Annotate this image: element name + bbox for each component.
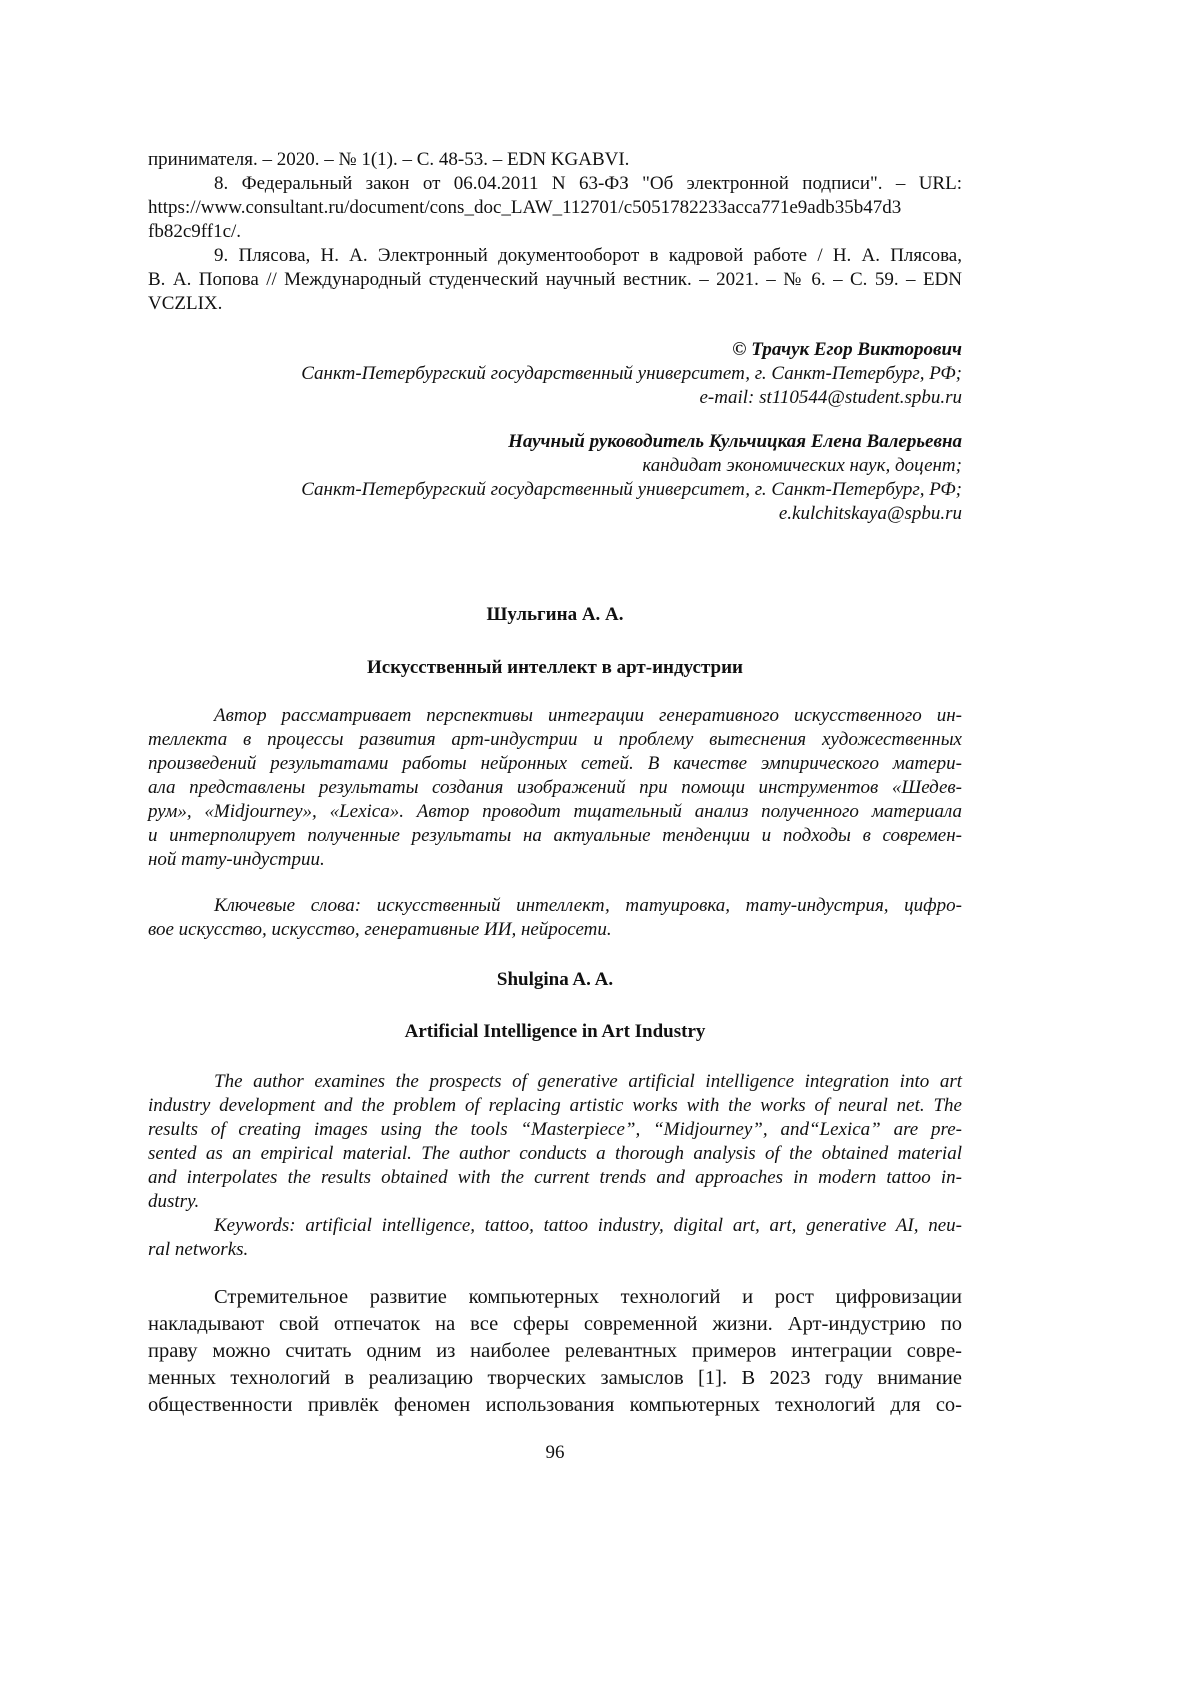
reference-line: fb82c9ff1c/. (148, 220, 962, 244)
ru-title: Искусственный интеллект в арт-индустрии (148, 656, 962, 680)
abstract-line: рум», «Midjourney», «Lexica». Автор проводит тщательный анализ полученного материала (148, 800, 962, 824)
ru-keywords (148, 894, 962, 942)
ru-title-heading (148, 656, 962, 680)
author-email[interactable]: e-mail: st110544@student.spbu.ru (148, 386, 962, 410)
en-title-heading (148, 1020, 962, 1044)
ru-abstract (148, 704, 962, 872)
body-line: накладывают свой отпечаток на все сферы современной жизни. Арт-индустрию по (148, 1311, 962, 1338)
page-number: 96 (148, 1441, 962, 1465)
abstract-line: и интерполирует полученные результаты на актуальные тенденции и подходы в современ- (148, 824, 962, 848)
supervisor-name: Научный руководитель Кульчицкая Елена Валерьевна (148, 430, 962, 454)
keywords-line: ral networks. (148, 1238, 962, 1262)
keywords-line: Ключевые слова: искусственный интеллект, татуировка, тату-индустрия, цифро- (148, 894, 962, 918)
ru-author-heading (148, 603, 962, 627)
abstract-line: ала представлены результаты создания изображений при помощи инструментов «Шедев- (148, 776, 962, 800)
reference-line: В. А. Попова // Международный студенческий научный вестник. – 2021. – № 6. – С. 59. – EDN (148, 268, 962, 292)
en-title: Artificial Intelligence in Art Industry (148, 1020, 962, 1044)
body-line: общественности привлёк феномен использования компьютерных технологий для со- (148, 1392, 962, 1419)
keywords-line: вое искусство, искусство, генеративные ИИ, нейросети. (148, 918, 962, 942)
body-line: праву можно считать одним из наиболее релевантных примеров интеграции совре- (148, 1338, 962, 1365)
supervisor-info (148, 430, 962, 526)
abstract-line: sented as an empirical material. The author conducts a thorough analysis of the obtained material (148, 1142, 962, 1166)
abstract-line: теллекта в процессы развития арт-индустрии и проблему вытеснения художественных (148, 728, 962, 752)
body-line: менных технологий в реализацию творческих замыслов [1]. В 2023 году внимание (148, 1365, 962, 1392)
abstract-line: произведений результатами работы нейронных сетей. В качестве эмпирического матери- (148, 752, 962, 776)
author-affiliation: Санкт-Петербургский государственный университет, г. Санкт-Петербург, РФ; (148, 362, 962, 386)
abstract-line: dustry. (148, 1190, 962, 1214)
abstract-line: results of creating images using the tools “Masterpiece”, “Midjourney”, and“Lexica” are pre- (148, 1118, 962, 1142)
en-author: Shulgina A. A. (148, 968, 962, 992)
body-paragraph (148, 1284, 962, 1419)
supervisor-degree: кандидат экономических наук, доцент; (148, 454, 962, 478)
reference-line: принимателя. – 2020. – № 1(1). – С. 48-53. – EDN KGABVI. (148, 148, 962, 172)
abstract-line: industry development and the problem of replacing artistic works with the works of neural net. The (148, 1094, 962, 1118)
page-footer (148, 1441, 962, 1465)
reference-line: 8. Федеральный закон от 06.04.2011 N 63-ФЗ "Об электронной подписи". – URL: (148, 172, 962, 196)
en-abstract (148, 1070, 962, 1214)
supervisor-affiliation: Санкт-Петербургский государственный университет, г. Санкт-Петербург, РФ; (148, 478, 962, 502)
reference-url[interactable]: https://www.consultant.ru/document/cons_doc_LAW_112701/c5051782233acca771e9adb35b47d3 (148, 196, 962, 220)
abstract-line: and interpolates the results obtained with the current trends and approaches in modern tattoo in- (148, 1166, 962, 1190)
supervisor-email[interactable]: e.kulchitskaya@spbu.ru (148, 502, 962, 526)
abstract-line: ной тату-индустрии. (148, 848, 962, 872)
keywords-line: Keywords: artificial intelligence, tattoo, tattoo industry, digital art, art, generative AI, neu- (148, 1214, 962, 1238)
body-line: Стремительное развитие компьютерных технологий и рост цифровизации (148, 1284, 962, 1311)
reference-line: VCZLIX. (148, 292, 962, 316)
en-keywords (148, 1214, 962, 1262)
author-info (148, 338, 962, 410)
abstract-line: Автор рассматривает перспективы интеграции генеративного искусственного ин- (148, 704, 962, 728)
abstract-line: The author examines the prospects of generative artificial intelligence integration into art (148, 1070, 962, 1094)
references (148, 148, 962, 316)
reference-line: 9. Плясова, Н. А. Электронный документооборот в кадровой работе / Н. А. Плясова, (148, 244, 962, 268)
en-author-heading (148, 968, 962, 992)
ru-author: Шульгина А. А. (148, 603, 962, 627)
author-name: © Трачук Егор Викторович (148, 338, 962, 362)
